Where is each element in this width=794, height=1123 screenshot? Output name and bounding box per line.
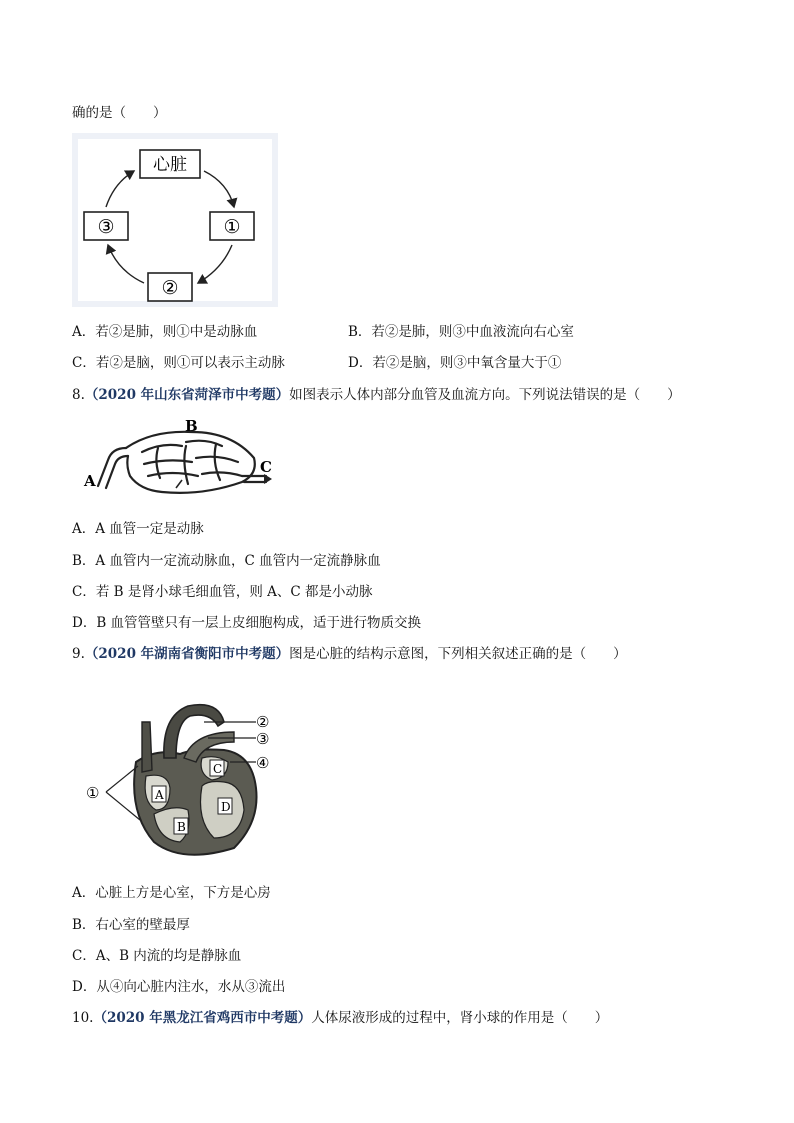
- circulation-diagram: [72, 133, 278, 307]
- q9-option-a[interactable]: A．心脏上方是心室，下方是心房: [72, 885, 271, 901]
- q8-text: 如图表示人体内部分血管及血流方向。下列说法错误的是（ ）: [289, 387, 681, 403]
- q8-option-a[interactable]: A．A 血管一定是动脉: [72, 521, 204, 537]
- q9-option-c[interactable]: C．A、B 内流的均是静脉血: [72, 948, 242, 964]
- q9-stem: [72, 642, 627, 662]
- q8-stem: [72, 383, 681, 403]
- box-1-label: ①: [223, 216, 241, 238]
- chamber-label-d: D: [221, 800, 231, 814]
- heart-label: 心脏: [153, 155, 187, 175]
- heart-structure-diagram: [84, 692, 280, 864]
- q9-option-b[interactable]: B．右心室的壁最厚: [72, 917, 190, 933]
- box-3: [84, 212, 128, 240]
- chamber-label-b: B: [177, 820, 186, 834]
- q8-number: 8.: [72, 387, 85, 403]
- q8-option-d[interactable]: D．B 血管管壁只有一层上皮细胞构成，适于进行物质交换: [72, 615, 422, 631]
- q10-number: 10.: [72, 1010, 94, 1026]
- vessel-label-c: C: [260, 458, 272, 476]
- box-2-label: ②: [161, 277, 179, 299]
- heart-box: [140, 150, 200, 178]
- vessel-label-b: B: [185, 418, 198, 435]
- chamber-label-a: A: [155, 788, 164, 802]
- q10-stem: [72, 1006, 608, 1026]
- heart-label-2: ②: [256, 713, 270, 731]
- q9-number: 9.: [72, 646, 85, 662]
- q9-source: （2020 年湖南省衡阳市中考题）: [84, 646, 290, 662]
- q10-source: （2020 年黑龙江省鸡西市中考题）: [93, 1010, 312, 1026]
- q7-option-d[interactable]: D．若②是脑，则③中氧含量大于①: [348, 355, 562, 371]
- heart-label-4: ④: [256, 754, 270, 772]
- chamber-label-c: C: [213, 762, 223, 776]
- q7-stem-tail: 确的是（ ）: [72, 105, 167, 121]
- box-1: [210, 212, 254, 240]
- q8-option-b[interactable]: B．A 血管内一定流动脉血，C 血管内一定流静脉血: [72, 553, 381, 569]
- box-3-label: ③: [97, 216, 115, 238]
- q9-option-d[interactable]: D．从④向心脏内注水，水从③流出: [72, 979, 286, 995]
- q8-source: （2020 年山东省菏泽市中考题）: [84, 387, 290, 403]
- vessel-label-a: A: [84, 472, 96, 490]
- q10-text: 人体尿液形成的过程中，肾小球的作用是（ ）: [311, 1010, 609, 1026]
- heart-label-3: ③: [256, 730, 270, 748]
- box-2: [148, 273, 192, 301]
- q7-option-c[interactable]: C．若②是脑，则①可以表示主动脉: [72, 355, 285, 371]
- q9-text: 图是心脏的结构示意图，下列相关叙述正确的是（ ）: [289, 646, 627, 662]
- q7-option-a[interactable]: A．若②是肺，则①中是动脉血: [72, 324, 258, 340]
- heart-label-1: ①: [86, 784, 100, 802]
- q8-option-c[interactable]: C．若 B 是肾小球毛细血管，则 A、C 都是小动脉: [72, 584, 373, 600]
- q7-option-b[interactable]: B．若②是肺，则③中血液流向右心室: [348, 324, 574, 340]
- blood-vessel-diagram: [82, 418, 288, 498]
